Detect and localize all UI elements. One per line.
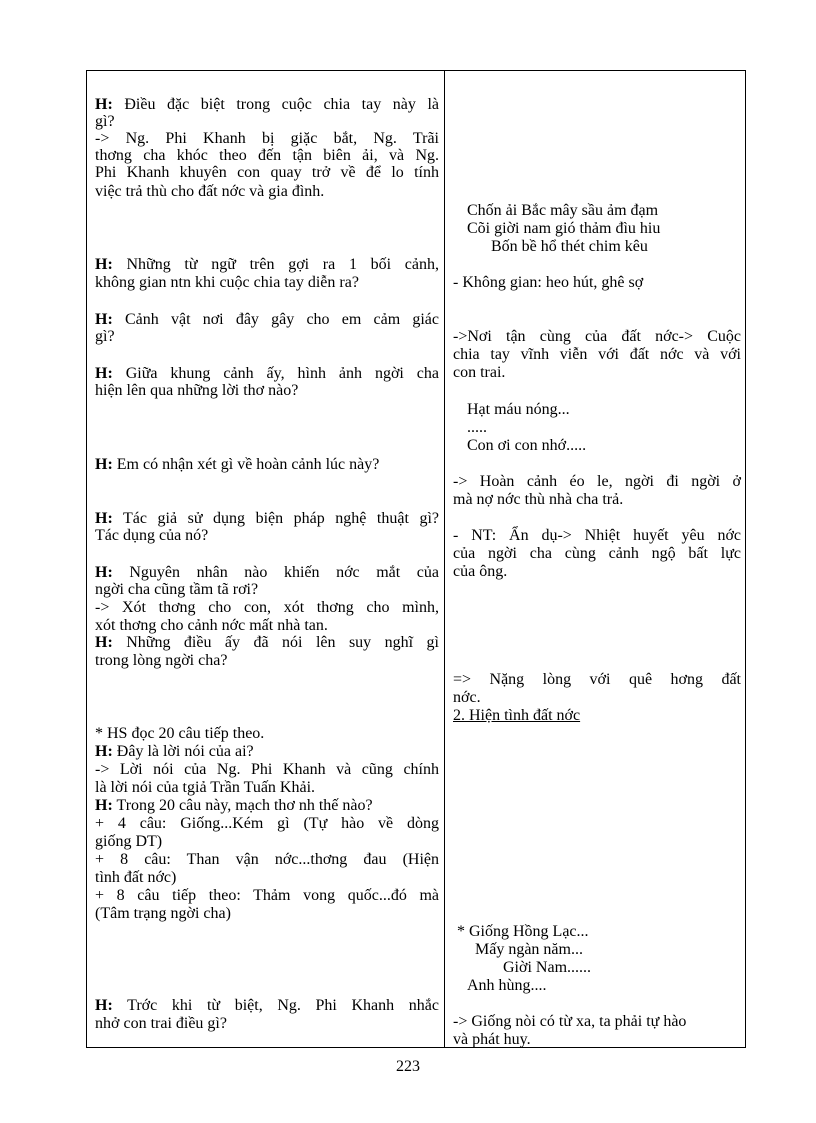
- poem-line: Cõi giời nam gió thảm đìu hiu: [467, 220, 661, 237]
- poem-line: Anh hùng....: [467, 977, 547, 994]
- question-5: H: Em có nhận xét gì về hoàn cảnh lúc này?: [95, 456, 380, 473]
- conclusion-line: => Nặng lòng với quê hơng đất: [453, 671, 741, 688]
- question-2: H: Những từ ngữ trên gợi ra 1 bối cảnh,: [95, 256, 439, 273]
- end-note-line: con trai.: [453, 364, 506, 381]
- answer-9-line: là lời nói của tgiả Trần Tuấn Khải.: [95, 779, 316, 796]
- question-11: H: Trớc khi từ biệt, Ng. Phi Khanh nhắc: [95, 997, 439, 1014]
- technique-line: - NT: Ẩn dụ-> Nhiệt huyết yêu nớc: [453, 527, 741, 544]
- page-number: 223: [396, 1058, 420, 1075]
- question-1: H: Điều đặc biệt trong cuộc chia tay này là: [95, 96, 439, 113]
- question-2-cont: không gian ntn khi cuộc chia tay diễn ra?: [95, 274, 359, 291]
- structure-line: tình đất nớc): [95, 869, 177, 886]
- structure-line: (Tâm trạng ngời cha): [95, 905, 231, 922]
- answer-1-line: việc trả thù cho đất nớc và gia đình.: [95, 183, 325, 200]
- question-6: H: Tác giả sử dụng biện pháp nghệ thuật gì?: [95, 510, 439, 527]
- question-9: H: Đây là lời nói của ai?: [95, 743, 254, 760]
- structure-line: giống DT): [95, 833, 163, 850]
- technique-line: của ngời cha cùng cảnh ngộ bất lực: [453, 545, 741, 562]
- reading-note: * HS đọc 20 câu tiếp theo.: [95, 725, 265, 742]
- column-divider: [444, 71, 445, 1047]
- end-note-line: chia tay vĩnh viễn với đất nớc và với: [453, 346, 741, 363]
- answer-7-line: xót thơng cho cảnh nớc mất nhà tan.: [95, 617, 328, 634]
- conclusion-line: nớc.: [453, 689, 481, 706]
- poem-line: Mấy ngàn năm...: [475, 941, 583, 958]
- answer-7-line: -> Xót thơng cho con, xót thơng cho mình,: [95, 599, 439, 616]
- structure-line: + 4 câu: Giống...Kém gì (Tự hào về dòng: [95, 815, 439, 832]
- question-7-cont: ngời cha cũng tầm tã rơi?: [95, 581, 259, 598]
- end-note-line: ->Nơi tận cùng của đất nớc-> Cuộc: [453, 328, 741, 345]
- circumstance-line: -> Hoàn cảnh éo le, ngời đi ngời ở: [453, 473, 741, 490]
- answer-1-line: Phi Khanh khuyên con quay trở về để lo tính: [95, 164, 439, 181]
- section-heading: 2. Hiện tình đất nớc: [453, 707, 581, 724]
- question-1-cont: gì?: [95, 113, 115, 130]
- poem-line: Chốn ải Bắc mây sầu ảm đạm: [467, 202, 659, 219]
- poem-line: Bốn bề hổ thét chim kêu: [491, 238, 648, 255]
- answer-9-line: -> Lời nói của Ng. Phi Khanh và cũng chính: [95, 761, 439, 778]
- structure-line: + 8 câu tiếp theo: Thảm vong quốc...đó mà: [95, 887, 439, 904]
- answer-1-line: -> Ng. Phi Khanh bị giặc bắt, Ng. Trãi: [95, 130, 439, 147]
- question-3: H: Cảnh vật nơi đây gây cho em cảm giác: [95, 311, 439, 328]
- question-11-cont: nhở con trai điều gì?: [95, 1015, 227, 1032]
- answer-1-line: thơng cha khóc theo đến tận biên ải, và Ng.: [95, 147, 439, 164]
- question-6-cont: Tác dụng của nó?: [95, 527, 209, 544]
- structure-line: + 8 câu: Than vận nớc...thơng đau (Hiện: [95, 851, 439, 868]
- question-7: H: Nguyên nhân nào khiến nớc mắt của: [95, 564, 439, 581]
- space-note: - Không gian: heo hút, ghê sợ: [453, 274, 644, 291]
- question-8: H: Những điều ấy đã nói lên suy nghĩ gì: [95, 634, 439, 651]
- question-10: H: Trong 20 câu này, mạch thơ nh thế nào?: [95, 797, 373, 814]
- circumstance-line: mà nợ nớc thù nhà cha trả.: [453, 491, 624, 508]
- question-4-cont: hiện lên qua những lời thơ nào?: [95, 382, 299, 399]
- poem-line: .....: [467, 419, 487, 436]
- poem-line: * Giống Hồng Lạc...: [457, 923, 589, 940]
- lesson-table: [86, 70, 746, 1048]
- poem-line: Giời Nam......: [503, 959, 592, 976]
- poem-line: Con ơi con nhớ.....: [467, 437, 587, 454]
- question-8-cont: trong lòng ngời cha?: [95, 652, 228, 669]
- pride-line: và phát huy.: [453, 1031, 531, 1048]
- pride-line: -> Giống nòi có từ xa, ta phải tự hào: [453, 1013, 687, 1030]
- poem-line: Hạt máu nóng...: [467, 401, 570, 418]
- question-4: H: Giữa khung cảnh ấy, hình ảnh ngời cha: [95, 365, 439, 382]
- question-3-cont: gì?: [95, 328, 115, 345]
- technique-line: của ông.: [453, 563, 508, 580]
